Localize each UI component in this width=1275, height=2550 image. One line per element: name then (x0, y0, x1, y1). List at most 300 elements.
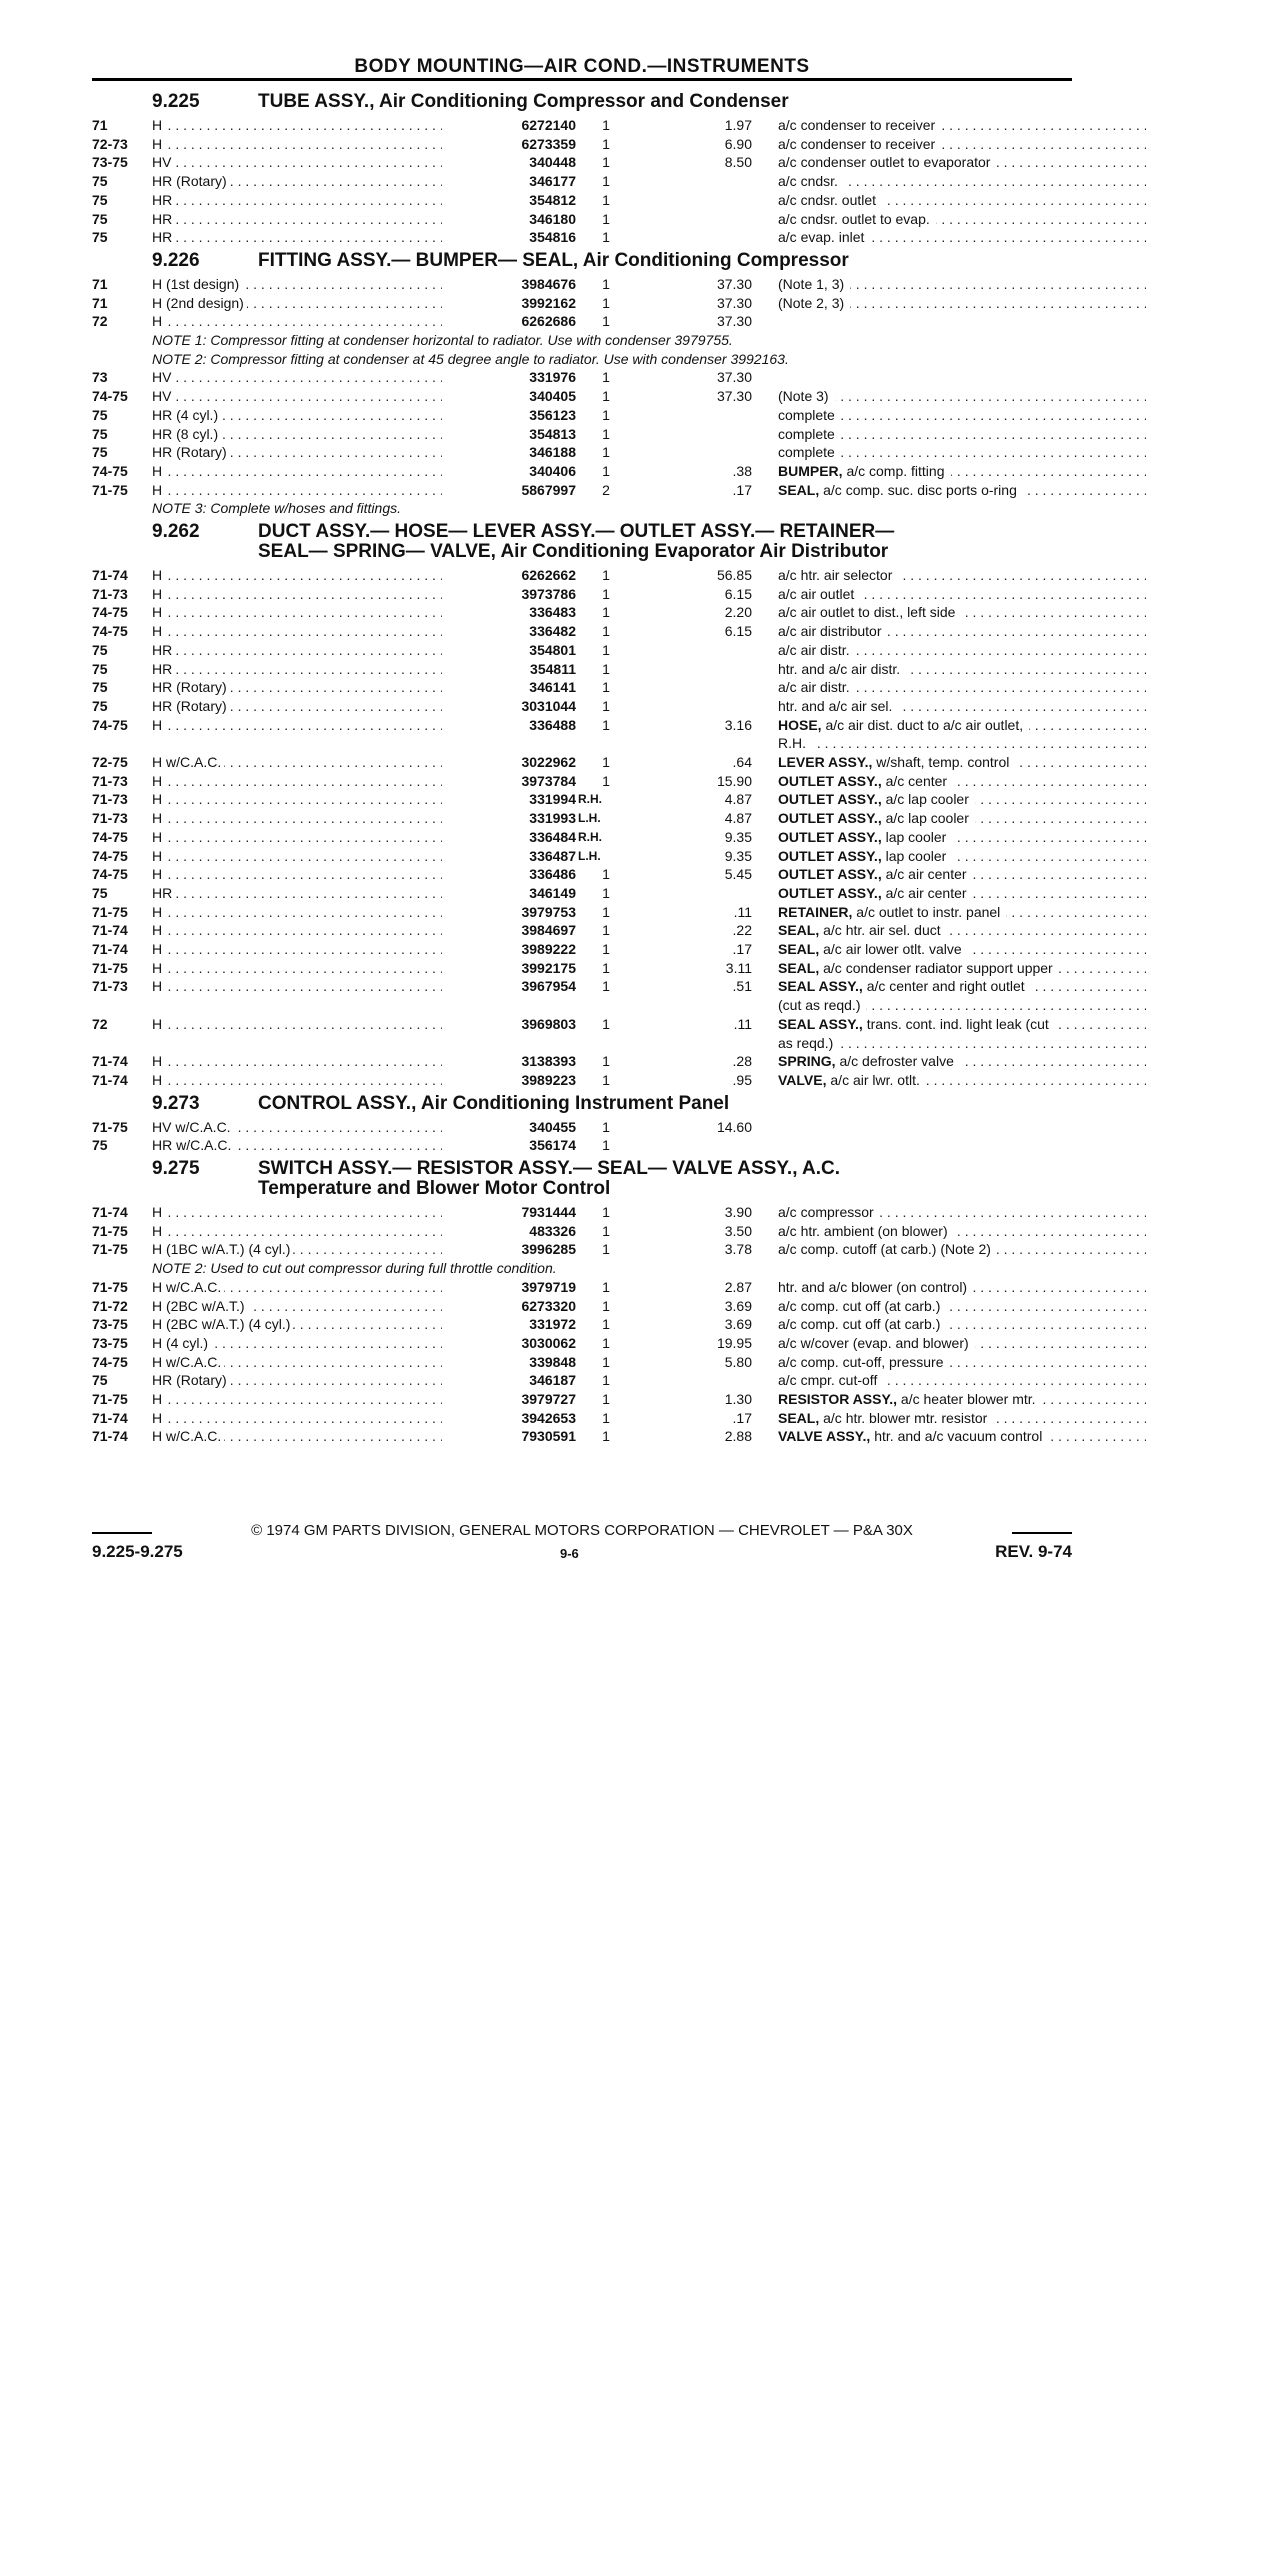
quantity: 1 (602, 567, 610, 583)
quantity: 1 (602, 1297, 610, 1314)
parts-row (92, 865, 1072, 883)
series-code: HR (Rotary) (152, 679, 230, 695)
quantity: 1 (602, 1204, 610, 1220)
part-description (778, 481, 1146, 499)
parts-row (92, 660, 1072, 678)
price: 37.30 (716, 369, 752, 386)
quantity: 1 (602, 884, 610, 901)
part-detail: a/c htr. air sel. duct (819, 922, 943, 938)
catalog-note: NOTE 2: Compressor fitting at condenser at 45 degree angle to radiator. Use with condenser 3992163. (152, 350, 789, 367)
part-description-text (778, 482, 1023, 498)
model-years: 74-75 (92, 623, 128, 640)
price: 37.30 (716, 275, 752, 292)
series-code: H (1BC w/A.T.) (4 cyl.) (152, 1241, 293, 1257)
parts-row (92, 697, 1072, 715)
quantity: 1 (602, 1071, 610, 1088)
part-description (778, 940, 1146, 958)
price: 6.15 (724, 585, 752, 602)
section-title-line: SWITCH ASSY.— RESISTOR ASSY.— SEAL— VALVE ASSY., A.C. (258, 1158, 841, 1179)
parts-row (92, 312, 1072, 330)
series-code: HR (Rotary) (152, 1372, 230, 1388)
series-cell (152, 903, 442, 921)
section-title (258, 1094, 1058, 1114)
model-years: 72-73 (92, 135, 128, 152)
part-number: 3989222 (521, 941, 576, 957)
section-title (258, 522, 1058, 562)
part-description (778, 1071, 1146, 1089)
part-description-text (778, 735, 812, 751)
series-code: H (152, 586, 165, 602)
part-description-text (778, 407, 841, 423)
parts-row (92, 809, 1072, 827)
part-description-text (778, 1072, 926, 1088)
part-description-text (778, 997, 866, 1013)
footer-revision: REV. 9-74 (995, 1542, 1072, 1561)
part-number: 336482 (529, 623, 576, 640)
series-code: HV (152, 154, 174, 170)
model-years: 71-73 (92, 772, 128, 789)
series-code: HR (152, 211, 175, 227)
parts-row (92, 921, 1072, 939)
section-title-line: SEAL— SPRING— VALVE, Air Conditioning Evaporator Air Distributor (258, 541, 889, 562)
part-description (778, 153, 1146, 171)
part-name: VALVE ASSY., (778, 1428, 871, 1445)
part-name: SEAL, (778, 941, 820, 957)
parts-row (92, 1136, 1072, 1154)
part-number: 7931444 (521, 1204, 576, 1220)
part-number: 6262662 (521, 567, 576, 583)
series-cell (152, 921, 442, 939)
parts-row (92, 1034, 1072, 1052)
part-detail: a/c air center (882, 885, 970, 901)
part-side: L.H. (578, 811, 601, 826)
model-years: 71 (92, 117, 108, 133)
part-description-text (778, 229, 870, 245)
parts-row (92, 1240, 1072, 1258)
series-code: H w/C.A.C. (152, 1428, 224, 1444)
quantity: 1 (602, 313, 610, 330)
part-number: 331993 (529, 810, 576, 827)
series-code: H (152, 1391, 165, 1407)
parts-row (92, 1334, 1072, 1352)
series-cell (152, 828, 442, 846)
part-description-text (778, 1279, 973, 1295)
quantity: 1 (602, 444, 610, 461)
part-description-text (778, 810, 975, 826)
part-description (778, 1278, 1146, 1296)
section-title-line: FITTING ASSY.— BUMPER— SEAL, Air Conditioning Compressor (258, 249, 849, 271)
model-years: 75 (92, 660, 108, 677)
model-years: 75 (92, 697, 108, 714)
part-detail: a/c comp. suc. disc ports o-ring (819, 482, 1020, 498)
quantity: 1 (602, 716, 610, 733)
price: 8.50 (724, 154, 752, 171)
part-description (778, 275, 1146, 293)
part-name: OUTLET ASSY., (778, 772, 882, 789)
price: 37.30 (716, 294, 752, 311)
header-rule (92, 78, 1072, 81)
parts-row (92, 1390, 1072, 1408)
series-code: HR w/C.A.C. (152, 1137, 234, 1153)
model-years: 71-75 (92, 1222, 128, 1239)
model-years: 74-75 (92, 604, 128, 621)
model-years: 74-75 (92, 847, 128, 864)
part-description (778, 1315, 1146, 1333)
part-description-text (778, 1016, 1055, 1032)
part-number: 331972 (529, 1316, 576, 1333)
series-cell (152, 641, 442, 659)
parts-row (92, 191, 1072, 209)
part-number: 6272140 (521, 117, 576, 133)
part-detail: a/c condenser outlet to evaporator (778, 154, 993, 170)
series-code: H (152, 791, 165, 807)
part-description-text (778, 978, 1031, 994)
price: 2.88 (724, 1428, 752, 1445)
series-cell (152, 191, 442, 209)
quantity: 1 (602, 1316, 610, 1333)
part-description-text (778, 922, 947, 938)
part-number: 483326 (529, 1222, 576, 1239)
model-years: 71-75 (92, 1241, 128, 1258)
quantity: 1 (602, 1053, 610, 1070)
parts-row (92, 828, 1072, 846)
series-cell (152, 228, 442, 246)
quantity: 1 (602, 1137, 610, 1154)
part-number: 340405 (529, 388, 576, 405)
page-title: BODY MOUNTING—AIR COND.—INSTRUMENTS (354, 56, 810, 77)
part-description-text (778, 1372, 883, 1388)
part-number: 336483 (529, 604, 576, 621)
part-number: 340448 (529, 154, 576, 171)
part-description (778, 585, 1146, 603)
price: 9.35 (724, 828, 752, 845)
part-description-text (778, 604, 961, 620)
parts-row (92, 959, 1072, 977)
part-detail: htr. and a/c blower (on control) (778, 1279, 970, 1295)
part-description (778, 660, 1146, 678)
part-name: SEAL, (778, 922, 820, 939)
part-number: 331994 (529, 791, 576, 808)
model-years: 75 (92, 1372, 108, 1389)
parts-row (92, 1203, 1072, 1221)
model-years: 75 (92, 425, 108, 442)
series-cell (152, 865, 442, 883)
series-cell (152, 1071, 442, 1089)
part-detail: lap cooler (882, 848, 950, 864)
series-cell (152, 172, 442, 190)
part-description-text (778, 1410, 993, 1426)
series-cell (152, 1015, 442, 1033)
part-number: 331976 (529, 369, 576, 386)
part-description (778, 1427, 1146, 1445)
part-detail: a/c evap. inlet (778, 229, 867, 245)
part-description (778, 387, 1146, 405)
parts-row (92, 790, 1072, 808)
parts-row (92, 753, 1072, 771)
series-code: H (152, 960, 165, 976)
part-description (778, 1371, 1146, 1389)
series-code: HR (152, 192, 175, 208)
model-years: 74-75 (92, 1353, 128, 1370)
model-years: 71-74 (92, 941, 128, 957)
parts-row (92, 566, 1072, 584)
part-description (778, 1203, 1146, 1221)
part-detail: a/c condenser to receiver (778, 117, 938, 133)
parts-row (92, 210, 1072, 228)
series-cell (152, 603, 442, 621)
series-code: HR (Rotary) (152, 698, 230, 714)
series-code: H (152, 717, 165, 733)
model-years: 72 (92, 1015, 108, 1032)
parts-row (92, 847, 1072, 865)
quantity: 1 (602, 604, 610, 621)
quantity: 1 (602, 369, 610, 386)
price: 5.45 (724, 866, 752, 883)
part-number: 336487 (529, 847, 576, 864)
series-code: H (152, 773, 165, 789)
catalog-note: NOTE 1: Compressor fitting at condenser horizontal to radiator. Use with condenser 3979755. (152, 332, 733, 348)
part-description (778, 622, 1146, 640)
part-number: 356123 (529, 406, 576, 423)
part-number: 354816 (529, 229, 576, 246)
part-description (778, 228, 1146, 246)
model-years: 75 (92, 229, 108, 246)
quantity: 1 (602, 866, 610, 883)
part-description-text (778, 754, 1015, 770)
series-code: H (152, 904, 165, 920)
series-cell (152, 387, 442, 405)
price: 6.90 (724, 135, 752, 152)
part-detail: htr. and a/c vacuum control (870, 1428, 1045, 1444)
section-title (258, 251, 1058, 271)
price: .38 (732, 462, 752, 479)
price: 3.11 (725, 959, 752, 976)
quantity: 1 (602, 1241, 610, 1258)
series-code: H (152, 313, 165, 329)
part-description-text (778, 276, 850, 292)
price: 1.30 (724, 1391, 752, 1407)
quantity: 1 (602, 229, 610, 246)
parts-row (92, 603, 1072, 621)
part-number: 339848 (529, 1353, 576, 1370)
part-description-text (778, 642, 856, 658)
part-detail: a/c air distr. (778, 679, 853, 695)
parts-row (92, 716, 1072, 734)
part-number: 354812 (529, 191, 576, 208)
part-description (778, 172, 1146, 190)
model-years: 75 (92, 1137, 108, 1154)
part-number: 346141 (529, 679, 576, 696)
model-years: 71-73 (92, 791, 128, 808)
model-years: 71-74 (92, 1428, 128, 1445)
part-name: BUMPER, (778, 462, 843, 479)
series-cell (152, 1353, 442, 1371)
series-cell (152, 622, 442, 640)
part-number: 336486 (529, 866, 576, 883)
quantity: 1 (602, 903, 610, 920)
part-name: OUTLET ASSY., (778, 810, 882, 827)
series-cell (152, 425, 442, 443)
part-detail: a/c air distr. (778, 642, 853, 658)
parts-row (92, 228, 1072, 246)
quantity: 1 (602, 679, 610, 696)
quantity: 1 (602, 406, 610, 423)
part-number: 3138393 (521, 1053, 576, 1070)
series-code: H (2BC w/A.T.) (4 cyl.) (152, 1316, 293, 1332)
series-cell (152, 1297, 442, 1315)
part-detail: a/c outlet to instr. panel (852, 904, 1003, 920)
part-detail: a/c air outlet to dist., left side (778, 604, 958, 620)
parts-row (92, 153, 1072, 171)
part-description-text (778, 623, 887, 639)
part-number: 6262686 (521, 313, 576, 330)
parts-row (92, 1222, 1072, 1240)
price: .95 (732, 1071, 752, 1088)
series-cell (152, 1052, 442, 1070)
part-detail: complete (778, 444, 838, 460)
model-years: 71-72 (92, 1297, 128, 1314)
quantity: 1 (602, 585, 610, 602)
model-years: 71-75 (92, 1118, 128, 1135)
part-number: 5867997 (521, 481, 576, 498)
series-code: H (152, 1204, 165, 1220)
model-years: 71-73 (92, 978, 128, 995)
part-detail: a/c comp. cut-off, pressure (778, 1354, 946, 1370)
part-detail: a/c lap cooler (882, 791, 972, 807)
price: .17 (732, 941, 752, 957)
quantity: 1 (602, 941, 610, 957)
part-description-text (778, 388, 835, 404)
part-description (778, 1240, 1146, 1258)
price: 3.69 (724, 1316, 752, 1333)
catalog-note: NOTE 2: Used to cut out compressor during full throttle condition. (152, 1260, 557, 1277)
part-description-text (778, 1335, 975, 1351)
part-number: 346149 (529, 884, 576, 901)
series-cell (152, 697, 442, 715)
parts-row (92, 368, 1072, 386)
part-description-text (778, 1391, 1042, 1407)
part-name: OUTLET ASSY., (778, 884, 882, 901)
series-code: H (152, 463, 165, 479)
section-title-line: DUCT ASSY.— HOSE— LEVER ASSY.— OUTLET ASSY.— RETAINER— (258, 521, 895, 542)
price: 14.60 (716, 1118, 752, 1135)
quantity: 2 (602, 481, 610, 498)
part-number: 346187 (529, 1372, 576, 1389)
part-description-text (778, 444, 841, 460)
section-title (258, 92, 1058, 112)
part-description (778, 959, 1146, 977)
section-number: 9.262 (152, 521, 200, 542)
series-cell (152, 585, 442, 603)
part-detail: a/c air lwr. otlt. (827, 1072, 923, 1088)
series-code: H (4 cyl.) (152, 1335, 211, 1351)
part-number: 3979727 (521, 1391, 576, 1407)
part-detail: a/c lap cooler (882, 810, 972, 826)
price: 15.90 (716, 772, 752, 789)
part-description-text (778, 848, 952, 864)
part-description-text (778, 1035, 839, 1051)
series-code: HR (4 cyl.) (152, 407, 221, 423)
series-cell (152, 294, 442, 312)
model-years: 73 (92, 369, 108, 386)
series-code: H (152, 922, 165, 938)
part-description (778, 566, 1146, 584)
part-description (778, 921, 1146, 939)
part-number: 7930591 (521, 1428, 576, 1445)
part-description (778, 641, 1146, 659)
parts-row (92, 116, 1072, 134)
series-code: H w/C.A.C. (152, 1279, 224, 1295)
model-years: 73-75 (92, 1316, 128, 1333)
part-description (778, 443, 1146, 461)
model-years: 74-75 (92, 828, 128, 845)
parts-row (92, 1371, 1072, 1389)
part-description-text (778, 295, 850, 311)
part-number: 354811 (530, 660, 576, 677)
price: .17 (732, 1409, 752, 1426)
quantity: 1 (602, 641, 610, 658)
part-description (778, 1409, 1146, 1427)
part-description (778, 753, 1146, 771)
quantity: 1 (602, 191, 610, 208)
part-detail: (Note 2, 3) (778, 295, 847, 311)
part-detail: a/c cndsr. outlet to evap. (778, 211, 933, 227)
part-description (778, 1390, 1146, 1408)
part-detail: (cut as reqd.) (778, 997, 863, 1013)
part-number: 340455 (529, 1118, 576, 1135)
price: 9.35 (724, 847, 752, 864)
model-years: 75 (92, 641, 108, 658)
part-number: 3031044 (521, 697, 576, 714)
parts-row (92, 622, 1072, 640)
part-description-text (778, 567, 898, 583)
parts-row (92, 135, 1072, 153)
part-detail: a/c htr. ambient (on blower) (778, 1223, 951, 1239)
part-number: 3992175 (521, 959, 576, 976)
part-description-text (778, 463, 951, 479)
part-description (778, 678, 1146, 696)
part-description-text (778, 904, 1006, 920)
quantity: 1 (602, 772, 610, 789)
series-cell (152, 809, 442, 827)
part-description (778, 697, 1146, 715)
parts-row (92, 462, 1072, 480)
part-name: SEAL ASSY., (778, 978, 863, 995)
parts-row (92, 734, 1072, 752)
series-cell (152, 1136, 442, 1154)
series-cell (152, 1278, 442, 1296)
parts-row (92, 275, 1072, 293)
parts-row (92, 585, 1072, 603)
model-years: 72-75 (92, 754, 128, 770)
part-name: OUTLET ASSY., (778, 847, 882, 864)
parts-row (92, 977, 1072, 995)
quantity: 1 (602, 425, 610, 442)
part-description-text (778, 717, 1029, 733)
part-description (778, 603, 1146, 621)
price: .51 (732, 978, 752, 995)
part-name: VALVE, (778, 1071, 827, 1088)
series-cell (152, 716, 442, 734)
part-number: 3973784 (521, 772, 576, 789)
price: 37.30 (716, 388, 752, 405)
part-description-text (778, 698, 898, 714)
series-code: H (152, 567, 165, 583)
part-detail: (Note 3) (778, 388, 832, 404)
part-description-text (778, 211, 936, 227)
price: 4.87 (724, 810, 752, 827)
parts-row (92, 1409, 1072, 1427)
